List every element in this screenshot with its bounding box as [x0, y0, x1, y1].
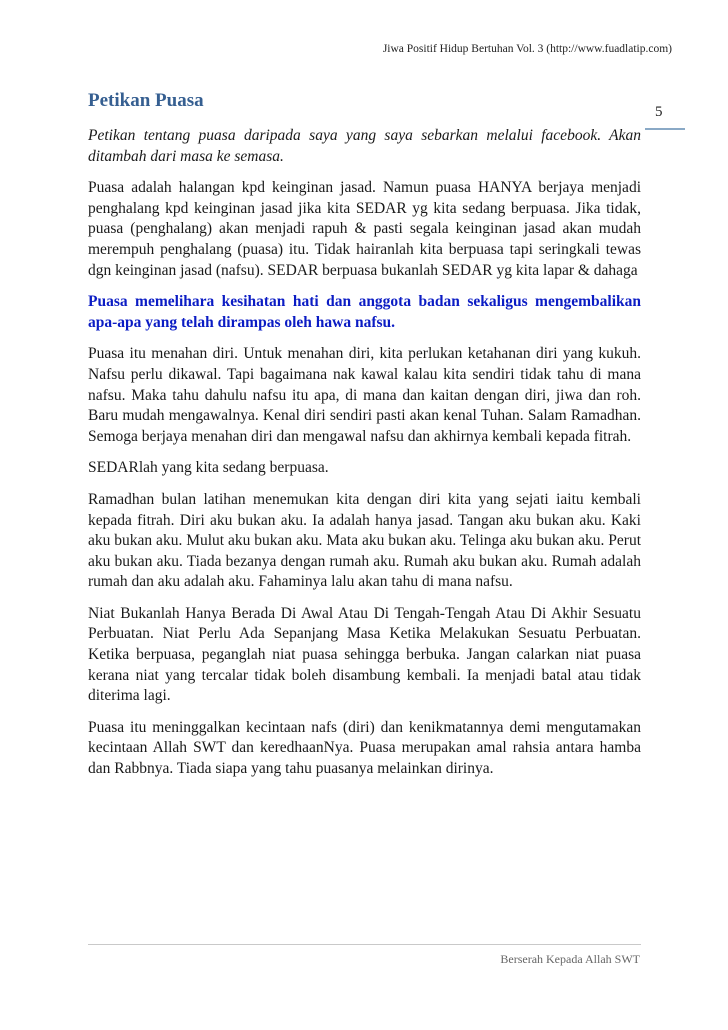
paragraph-5: Ramadhan bulan latihan menemukan kita dengan diri kita yang sejati iaitu kembali kepada fitrah. Diri aku bukan aku. Ia adalah hanya jasad. Tangan aku bukan aku. Kaki aku bukan aku. Mulut aku bukan aku. Mata aku bukan aku. Telinga aku bukan aku. Perut aku bukan aku. Tiada bezanya dengan rumah aku. Rumah aku bukan aku. Rumah adalah rumah dan aku adalah aku. Fahaminya lalu akan tahu di mana nafsu.: [88, 490, 641, 591]
paragraph-3: Puasa itu menahan diri. Untuk menahan diri, kita perlukan ketahanan diri yang kukuh. Nafsu perlu dikawal. Tapi bagaimana nak kawal kalau kita sendiri tidak tahu di mana nafsu. Maka tahu dahulu nafsu itu apa, di mana dan kaitan dengan diri, jiwa dan roh. Baru mudah mengawalnya. Kenal diri sendiri pasti akan kenal Tuhan. Salam Ramadhan. Semoga berjaya menahan diri dan mengawal nafsu dan akhirnya kembali kepada fitrah.: [88, 345, 641, 445]
paragraph-1: Puasa adalah halangan kpd keinginan jasad. Namun puasa HANYA berjaya menjadi penghalang kpd keinginan jasad jika kita SEDAR yg kita sedang berpuasa. Jika tidak, puasa (penghalang) akan menjadi rapuh & pasti segala keinginan jasad akan mudah merempuh penghalang (puasa) itu. Tidak hairanlah kita berpuasa tapi seringkali tewas dgn keinginan jasad (nafsu). SEDAR berpuasa bukanlah SEDAR yg kita lapar & dahaga: [88, 179, 641, 279]
running-header: Jiwa Positif Hidup Bertuhan Vol. 3 (http://www.fuadlatip.com): [382, 43, 672, 55]
paragraph-6: Niat Bukanlah Hanya Berada Di Awal Atau Di Tengah-Tengah Atau Di Akhir Sesuatu Perbuatan. Niat Perlu Ada Sepanjang Masa Ketika Melakukan Sesuatu Perbuatan. Ketika berpuasa, peganglah niat puasa sehingga berbuka. Jangan calarkan niat puasa kerana niat yang tercalar tidak boleh disambung kembali. Ia menjadi batal atau tidak diterima lagi.: [88, 604, 641, 705]
paragraph-4: SEDARlah yang kita sedang berpuasa.: [88, 459, 329, 477]
paragraph-7: Puasa itu meninggalkan kecintaan nafs (diri) dan kenikmatannya demi mengutamakan kecintaan Allah SWT dan keredhaanNya. Puasa merupakan amal rahsia antara hamba dan Rabbnya. Tiada siapa yang tahu puasanya melainkan dirinya.: [88, 718, 641, 778]
section-title: Petikan Puasa: [88, 90, 204, 111]
footer-text: Berserah Kepada Allah SWT: [500, 952, 640, 966]
page-content: [88, 88, 641, 791]
page-number: 5: [655, 104, 663, 120]
intro-paragraph: Petikan tentang puasa daripada saya yang saya sebarkan melalui facebook. Akan ditambah dari masa ke semasa.: [88, 127, 641, 165]
page-number-rule: [645, 128, 685, 130]
footer-rule: [88, 944, 641, 945]
highlighted-paragraph: Puasa memelihara kesihatan hati dan anggota badan sekaligus mengembalikan apa-apa yang telah dirampas oleh hawa nafsu.: [88, 293, 641, 331]
